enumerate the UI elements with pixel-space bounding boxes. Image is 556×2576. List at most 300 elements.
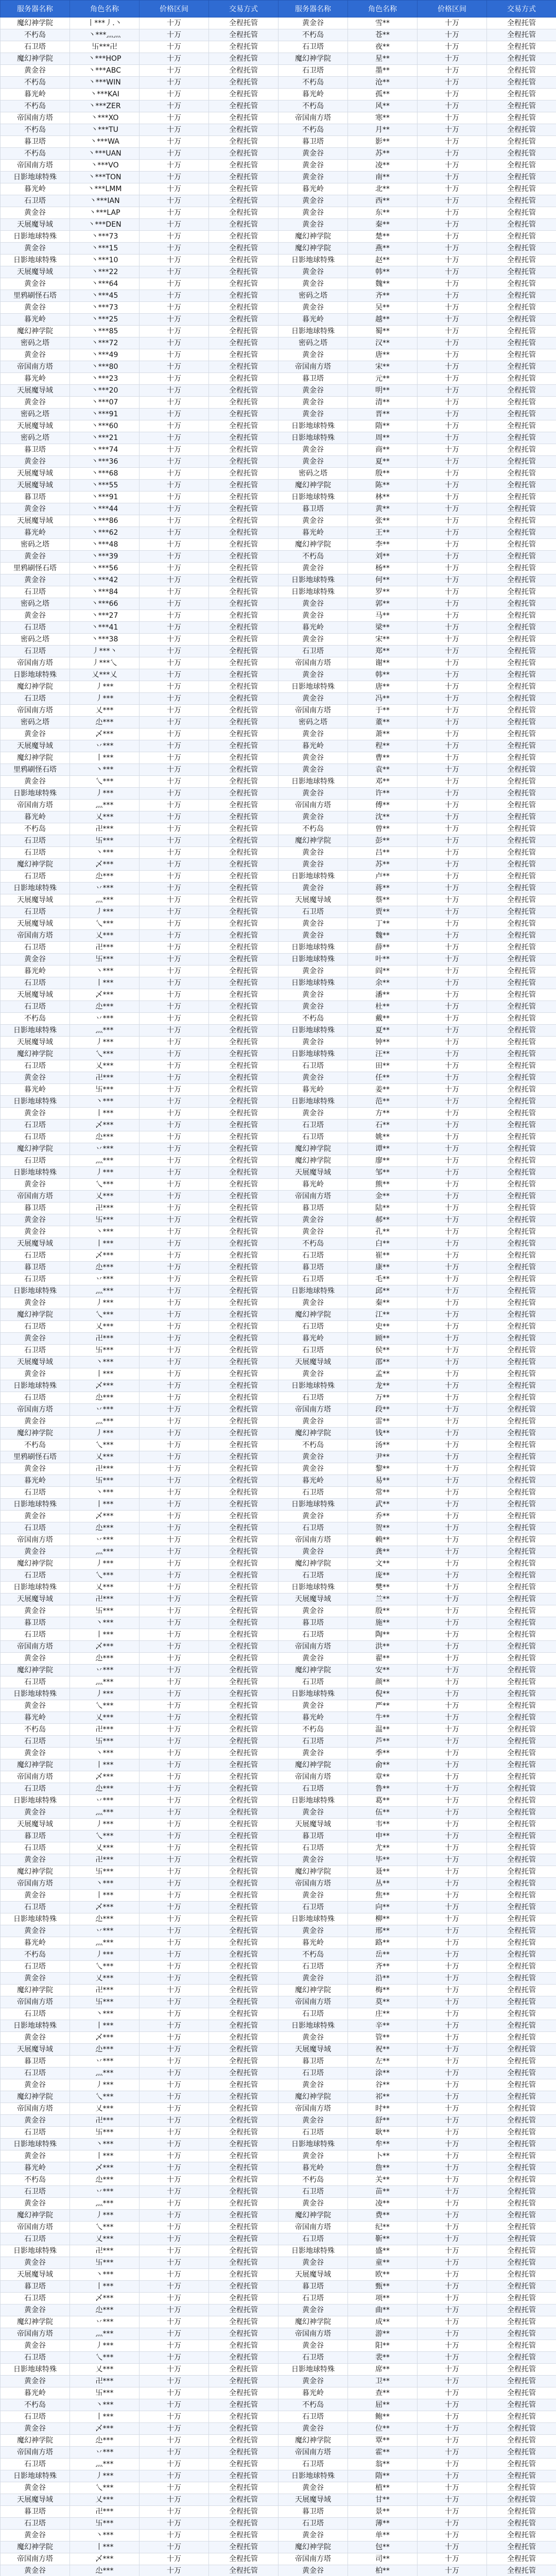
- price-range-cell: 十万: [418, 480, 487, 492]
- price-range-cell: 十万: [418, 160, 487, 172]
- server-name-cell: 日影地球特殊: [1, 1499, 70, 1511]
- trade-method-cell: 全程托管: [209, 1013, 279, 1025]
- price-range-cell: 十万: [140, 1807, 209, 1819]
- table-row: [1, 278, 556, 290]
- price-range-cell: 十万: [418, 1890, 487, 1902]
- price-range-cell: 十万: [140, 1819, 209, 1831]
- server-name-cell: 帝国南方塔: [279, 361, 348, 373]
- role-name-cell: 丶***IAN: [70, 195, 140, 207]
- price-range-cell: 十万: [418, 183, 487, 195]
- trade-method-cell: 全程托管: [209, 183, 279, 195]
- trade-method-cell: 全程托管: [209, 397, 279, 409]
- role-name-cell: 包**: [348, 2541, 418, 2553]
- price-range-cell: 十万: [418, 1511, 487, 1522]
- price-range-cell: 十万: [140, 409, 209, 420]
- server-name-cell: 暮卫塔: [1, 1617, 70, 1629]
- role-name-cell: 丶***27: [70, 610, 140, 622]
- role-name-cell: 乂***: [70, 1060, 140, 1072]
- trade-method-cell: 全程托管: [487, 527, 556, 539]
- price-range-cell: 十万: [418, 2245, 487, 2257]
- role-name-cell: 清**: [348, 397, 418, 409]
- price-range-cell: 十万: [140, 906, 209, 918]
- price-range-cell: 十万: [418, 53, 487, 65]
- role-name-cell: 丶***39: [70, 551, 140, 563]
- role-name-cell: 黎**: [348, 1463, 418, 1475]
- table-row: [1, 1546, 556, 1558]
- price-range-cell: 十万: [418, 278, 487, 290]
- server-name-cell: 石卫塔: [1, 2518, 70, 2530]
- trade-method-cell: 全程托管: [209, 1890, 279, 1902]
- price-range-cell: 十万: [418, 2459, 487, 2470]
- trade-method-cell: 全程托管: [487, 385, 556, 397]
- role-name-cell: 潘**: [348, 989, 418, 1001]
- server-name-cell: 帝国南方塔: [279, 2447, 348, 2459]
- server-name-cell: 石卫塔: [1, 977, 70, 989]
- role-name-cell: 北**: [348, 183, 418, 195]
- server-name-cell: 暮光岭: [279, 1333, 348, 1345]
- role-name-cell: 余**: [348, 977, 418, 989]
- table-row: [1, 2139, 556, 2150]
- server-name-cell: 日影地球特殊: [279, 954, 348, 965]
- table-row: [1, 1167, 556, 1179]
- server-name-cell: 帝国南方塔: [279, 1878, 348, 1890]
- trade-method-cell: 全程托管: [487, 717, 556, 728]
- server-name-cell: 黄金谷: [279, 385, 348, 397]
- trade-method-cell: 全程托管: [209, 2541, 279, 2553]
- trade-method-cell: 全程托管: [487, 337, 556, 349]
- role-name-cell: 乀***: [70, 1048, 140, 1060]
- server-name-cell: 帝国南方塔: [1, 800, 70, 811]
- trade-method-cell: 全程托管: [209, 2293, 279, 2304]
- role-name-cell: 成**: [348, 2316, 418, 2328]
- role-name-cell: 熊**: [348, 1179, 418, 1191]
- server-name-cell: 黄金谷: [279, 2304, 348, 2316]
- trade-method-cell: 全程托管: [487, 1487, 556, 1499]
- role-name-cell: 欧**: [348, 2269, 418, 2281]
- price-range-cell: 十万: [418, 740, 487, 752]
- trade-method-cell: 全程托管: [209, 2387, 279, 2399]
- price-range-cell: 十万: [418, 1807, 487, 1819]
- trade-method-cell: 全程托管: [487, 2459, 556, 2470]
- server-name-cell: 暮光岭: [1, 2387, 70, 2399]
- trade-method-cell: 全程托管: [209, 2470, 279, 2482]
- price-range-cell: 十万: [418, 551, 487, 563]
- table-row: [1, 1143, 556, 1155]
- price-range-cell: 十万: [140, 337, 209, 349]
- trade-method-cell: 全程托管: [209, 2340, 279, 2352]
- price-range-cell: 十万: [140, 776, 209, 788]
- role-name-cell: 莫**: [348, 1996, 418, 2008]
- price-range-cell: 十万: [140, 598, 209, 610]
- trade-method-cell: 全程托管: [209, 29, 279, 41]
- price-range-cell: 十万: [418, 2447, 487, 2459]
- table-row: [1, 1641, 556, 1653]
- trade-method-cell: 全程托管: [209, 219, 279, 231]
- trade-method-cell: 全程托管: [487, 112, 556, 124]
- role-name-cell: 乂***: [70, 1321, 140, 1333]
- trade-method-cell: 全程托管: [487, 1025, 556, 1037]
- trade-method-cell: 全程托管: [487, 456, 556, 468]
- role-name-cell: 丶***: [70, 2269, 140, 2281]
- trade-method-cell: 全程托管: [487, 1167, 556, 1179]
- role-name-cell: 丿***: [70, 681, 140, 693]
- role-name-cell: 风**: [348, 100, 418, 112]
- server-name-cell: 石卫塔: [1, 1131, 70, 1143]
- price-range-cell: 十万: [140, 2506, 209, 2518]
- server-name-cell: 黄金谷: [1, 2304, 70, 2316]
- server-name-cell: 石卫塔: [1, 871, 70, 883]
- price-range-cell: 十万: [140, 1060, 209, 1072]
- trade-method-cell: 全程托管: [487, 2447, 556, 2459]
- price-range-cell: 十万: [140, 326, 209, 337]
- role-name-cell: 卍***: [70, 2506, 140, 2518]
- table-row: [1, 2198, 556, 2210]
- role-name-cell: 庄**: [348, 2008, 418, 2020]
- role-name-cell: 许**: [348, 788, 418, 800]
- server-name-cell: 石卫塔: [1, 1060, 70, 1072]
- role-name-cell: 陶**: [348, 1629, 418, 1641]
- price-range-cell: 十万: [140, 2198, 209, 2210]
- server-name-cell: 日影地球特殊: [1, 1582, 70, 1594]
- price-range-cell: 十万: [140, 634, 209, 646]
- price-range-cell: 十万: [140, 527, 209, 539]
- server-name-cell: 帝国南方塔: [279, 2328, 348, 2340]
- table-row: [1, 2340, 556, 2352]
- price-range-cell: 十万: [418, 2044, 487, 2056]
- server-name-cell: 黄金谷: [279, 2198, 348, 2210]
- role-name-cell: 谭**: [348, 1143, 418, 1155]
- price-range-cell: 十万: [140, 1001, 209, 1013]
- role-name-cell: 丷***: [70, 2056, 140, 2067]
- price-range-cell: 十万: [140, 1084, 209, 1096]
- trade-method-cell: 全程托管: [209, 420, 279, 432]
- price-range-cell: 十万: [418, 1072, 487, 1084]
- trade-method-cell: 全程托管: [487, 29, 556, 41]
- trade-method-cell: 全程托管: [209, 1143, 279, 1155]
- price-range-cell: 十万: [418, 100, 487, 112]
- role-name-cell: 陈**: [348, 480, 418, 492]
- trade-method-cell: 全程托管: [487, 2245, 556, 2257]
- price-range-cell: 十万: [140, 515, 209, 527]
- trade-method-cell: 全程托管: [487, 989, 556, 1001]
- trade-method-cell: 全程托管: [487, 918, 556, 930]
- table-row: [1, 1013, 556, 1025]
- server-name-cell: 黄金谷: [1, 2257, 70, 2269]
- role-name-cell: 袁**: [348, 764, 418, 776]
- server-name-cell: 暮卫塔: [1, 2056, 70, 2067]
- role-name-cell: 卐***: [70, 1605, 140, 1617]
- role-name-cell: 吕**: [348, 847, 418, 859]
- table-row: [1, 2269, 556, 2281]
- server-name-cell: 日影地球特殊: [1, 1096, 70, 1108]
- price-range-cell: 十万: [418, 420, 487, 432]
- server-name-cell: 帝国南方塔: [1, 1878, 70, 1890]
- server-name-cell: 石卫塔: [1, 1522, 70, 1534]
- price-range-cell: 十万: [140, 1961, 209, 1973]
- role-name-cell: 叶**: [348, 954, 418, 965]
- trade-method-cell: 全程托管: [487, 610, 556, 622]
- server-name-cell: 魔幻神学院: [279, 2541, 348, 2553]
- trade-method-cell: 全程托管: [209, 1925, 279, 1937]
- role-name-cell: 丶***07: [70, 397, 140, 409]
- trade-method-cell: 全程托管: [209, 456, 279, 468]
- table-row: [1, 551, 556, 563]
- trade-method-cell: 全程托管: [487, 2127, 556, 2139]
- server-name-cell: 暮卫塔: [1, 492, 70, 503]
- table-row: [1, 740, 556, 752]
- role-name-cell: 卢**: [348, 871, 418, 883]
- header-trade-method-left: 交易方式: [209, 1, 279, 18]
- trade-method-cell: 全程托管: [209, 1345, 279, 1357]
- trade-method-cell: 全程托管: [209, 823, 279, 835]
- server-name-cell: 帝国南方塔: [1, 2328, 70, 2340]
- role-name-cell: 鲍**: [348, 2411, 418, 2423]
- table-row: [1, 290, 556, 302]
- price-range-cell: 十万: [140, 302, 209, 314]
- price-range-cell: 十万: [418, 1202, 487, 1214]
- server-name-cell: 密码之塔: [1, 717, 70, 728]
- trade-method-cell: 全程托管: [487, 634, 556, 646]
- server-name-cell: 黄金谷: [279, 930, 348, 942]
- trade-method-cell: 全程托管: [487, 492, 556, 503]
- server-name-cell: 日影地球特殊: [279, 1025, 348, 1037]
- table-row: [1, 302, 556, 314]
- trade-method-cell: 全程托管: [487, 219, 556, 231]
- server-name-cell: 黄金谷: [1, 2340, 70, 2352]
- role-name-cell: 段**: [348, 1404, 418, 1416]
- role-name-cell: 靳**: [348, 2233, 418, 2245]
- trade-method-cell: 全程托管: [209, 1854, 279, 1866]
- trade-method-cell: 全程托管: [209, 2079, 279, 2091]
- price-range-cell: 十万: [140, 1629, 209, 1641]
- server-name-cell: 黄金谷: [279, 1748, 348, 1759]
- server-name-cell: 魔幻神学院: [279, 2316, 348, 2328]
- trade-method-cell: 全程托管: [487, 124, 556, 136]
- price-range-cell: 十万: [418, 1321, 487, 1333]
- server-name-cell: 不朽岛: [1, 1439, 70, 1451]
- server-name-cell: 石卫塔: [279, 1131, 348, 1143]
- role-name-cell: 夏**: [348, 456, 418, 468]
- role-name-cell: 乂***: [70, 1191, 140, 1202]
- role-name-cell: 盛**: [348, 2245, 418, 2257]
- role-name-cell: 卐***: [70, 954, 140, 965]
- server-name-cell: 石卫塔: [279, 646, 348, 657]
- trade-method-cell: 全程托管: [209, 89, 279, 100]
- table-row: [1, 717, 556, 728]
- price-range-cell: 十万: [140, 1665, 209, 1676]
- price-range-cell: 十万: [418, 243, 487, 255]
- role-name-cell: 丶***灬灬: [70, 29, 140, 41]
- trade-method-cell: 全程托管: [209, 1961, 279, 1973]
- table-row: [1, 1831, 556, 1842]
- role-name-cell: 尐***: [70, 1392, 140, 1404]
- server-name-cell: 黄金谷: [1, 1973, 70, 1985]
- price-range-cell: 十万: [418, 2008, 487, 2020]
- server-name-cell: 黄金谷: [279, 349, 348, 361]
- price-range-cell: 十万: [140, 2044, 209, 2056]
- trade-method-cell: 全程托管: [487, 954, 556, 965]
- server-name-cell: 不朽岛: [1, 29, 70, 41]
- table-row: [1, 373, 556, 385]
- trade-method-cell: 全程托管: [209, 622, 279, 634]
- role-name-cell: 灬***: [70, 1155, 140, 1167]
- trade-method-cell: 全程托管: [209, 2091, 279, 2103]
- server-name-cell: 暮光岭: [1, 1084, 70, 1096]
- trade-method-cell: 全程托管: [487, 1060, 556, 1072]
- role-name-cell: 孔**: [348, 1226, 418, 1238]
- trade-method-cell: 全程托管: [209, 1866, 279, 1878]
- price-range-cell: 十万: [418, 2186, 487, 2198]
- table-row: [1, 468, 556, 480]
- price-range-cell: 十万: [418, 2352, 487, 2364]
- server-name-cell: 帝国南方塔: [279, 2103, 348, 2115]
- price-range-cell: 十万: [140, 2269, 209, 2281]
- table-row: [1, 219, 556, 231]
- price-range-cell: 十万: [140, 2423, 209, 2435]
- table-row: [1, 444, 556, 456]
- price-range-cell: 十万: [140, 231, 209, 243]
- server-name-cell: 黄金谷: [1, 1890, 70, 1902]
- price-range-cell: 十万: [140, 18, 209, 29]
- price-range-cell: 十万: [140, 1866, 209, 1878]
- server-name-cell: 魔幻神学院: [279, 1759, 348, 1771]
- role-name-cell: 史**: [348, 1321, 418, 1333]
- server-name-cell: 天展魔导域: [1, 480, 70, 492]
- trade-method-cell: 全程托管: [209, 2482, 279, 2494]
- price-range-cell: 十万: [418, 29, 487, 41]
- role-name-cell: 卐***: [70, 1736, 140, 1748]
- price-range-cell: 十万: [140, 1511, 209, 1522]
- price-range-cell: 十万: [140, 894, 209, 906]
- price-range-cell: 十万: [140, 2056, 209, 2067]
- role-name-cell: 丶***20: [70, 385, 140, 397]
- role-name-cell: 明**: [348, 385, 418, 397]
- role-name-cell: 夏**: [348, 1025, 418, 1037]
- server-name-cell: 天展魔导域: [1, 1819, 70, 1831]
- role-name-cell: 丶***: [70, 965, 140, 977]
- server-name-cell: 日影地球特殊: [279, 1582, 348, 1594]
- role-name-cell: 丿***: [70, 2210, 140, 2222]
- price-range-cell: 十万: [418, 361, 487, 373]
- price-range-cell: 十万: [140, 1653, 209, 1665]
- trade-method-cell: 全程托管: [209, 1202, 279, 1214]
- price-range-cell: 十万: [418, 1676, 487, 1688]
- server-name-cell: 石卫塔: [279, 1522, 348, 1534]
- trade-method-cell: 全程托管: [487, 1238, 556, 1250]
- server-name-cell: 黄金谷: [1, 2115, 70, 2127]
- price-range-cell: 十万: [140, 954, 209, 965]
- trade-method-cell: 全程托管: [487, 2293, 556, 2304]
- price-range-cell: 十万: [418, 2233, 487, 2245]
- table-row: [1, 1274, 556, 1285]
- server-name-cell: 黄金谷: [1, 503, 70, 515]
- role-name-cell: 丿***乀: [70, 657, 140, 669]
- role-name-cell: 孤**: [348, 89, 418, 100]
- price-range-cell: 十万: [418, 1700, 487, 1712]
- price-range-cell: 十万: [140, 1333, 209, 1345]
- role-name-cell: 陆**: [348, 1202, 418, 1214]
- trade-method-cell: 全程托管: [209, 1191, 279, 1202]
- trade-method-cell: 全程托管: [209, 2459, 279, 2470]
- server-name-cell: 帝国南方塔: [279, 1404, 348, 1416]
- table-row: [1, 586, 556, 598]
- server-name-cell: 不朽岛: [1, 2174, 70, 2186]
- price-range-cell: 十万: [418, 1357, 487, 1368]
- table-row: [1, 1096, 556, 1108]
- price-range-cell: 十万: [140, 1143, 209, 1155]
- price-range-cell: 十万: [140, 2162, 209, 2174]
- price-range-cell: 十万: [140, 2482, 209, 2494]
- table-row: [1, 622, 556, 634]
- price-range-cell: 十万: [418, 1143, 487, 1155]
- trade-method-cell: 全程托管: [209, 1937, 279, 1949]
- price-range-cell: 十万: [418, 2198, 487, 2210]
- trade-method-cell: 全程托管: [487, 1214, 556, 1226]
- role-name-cell: 江**: [348, 1309, 418, 1321]
- server-name-cell: 黄金谷: [279, 1072, 348, 1084]
- trade-method-cell: 全程托管: [209, 574, 279, 586]
- trade-method-cell: 全程托管: [209, 1025, 279, 1037]
- role-name-cell: 李**: [348, 539, 418, 551]
- trade-method-cell: 全程托管: [487, 432, 556, 444]
- server-name-cell: 黄金谷: [279, 2565, 348, 2576]
- table-row: [1, 1582, 556, 1594]
- server-name-cell: 暮卫塔: [1, 1262, 70, 1274]
- server-name-cell: 日影地球特殊: [279, 1688, 348, 1700]
- price-range-cell: 十万: [418, 2020, 487, 2032]
- trade-method-cell: 全程托管: [209, 1996, 279, 2008]
- price-range-cell: 十万: [418, 2541, 487, 2553]
- server-name-cell: 黄金谷: [1, 2482, 70, 2494]
- role-name-cell: 乄***: [70, 2293, 140, 2304]
- role-name-cell: 丨***: [70, 1108, 140, 1120]
- price-range-cell: 十万: [140, 1783, 209, 1795]
- server-name-cell: 日影地球特殊: [1, 1025, 70, 1037]
- server-name-cell: 里鸦刷怪石塔: [1, 563, 70, 574]
- price-range-cell: 十万: [140, 2222, 209, 2233]
- server-name-cell: 石卫塔: [1, 1629, 70, 1641]
- role-name-cell: 丿***: [70, 2340, 140, 2352]
- role-name-cell: 丶***: [70, 1748, 140, 1759]
- trade-method-cell: 全程托管: [487, 2482, 556, 2494]
- server-name-cell: 黄金谷: [279, 1807, 348, 1819]
- price-range-cell: 十万: [140, 2447, 209, 2459]
- trade-method-cell: 全程托管: [209, 835, 279, 847]
- server-name-cell: 石卫塔: [1, 646, 70, 657]
- price-range-cell: 十万: [140, 255, 209, 266]
- server-name-cell: 日影地球特殊: [1, 1380, 70, 1392]
- trade-method-cell: 全程托管: [209, 1084, 279, 1096]
- table-row: [1, 1404, 556, 1416]
- trade-method-cell: 全程托管: [209, 1357, 279, 1368]
- trade-method-cell: 全程托管: [487, 1783, 556, 1795]
- role-name-cell: 赖**: [348, 1534, 418, 1546]
- price-range-cell: 十万: [140, 492, 209, 503]
- role-name-cell: 乂***: [70, 1973, 140, 1985]
- server-name-cell: 石卫塔: [279, 2293, 348, 2304]
- role-name-cell: 沧**: [348, 77, 418, 89]
- trade-method-cell: 全程托管: [209, 918, 279, 930]
- price-range-cell: 十万: [418, 2328, 487, 2340]
- trade-method-cell: 全程托管: [209, 373, 279, 385]
- role-name-cell: 查**: [348, 2387, 418, 2399]
- server-name-cell: 石卫塔: [1, 906, 70, 918]
- price-range-cell: 十万: [140, 918, 209, 930]
- price-range-cell: 十万: [140, 1404, 209, 1416]
- table-row: [1, 2352, 556, 2364]
- price-range-cell: 十万: [418, 539, 487, 551]
- table-row: [1, 883, 556, 894]
